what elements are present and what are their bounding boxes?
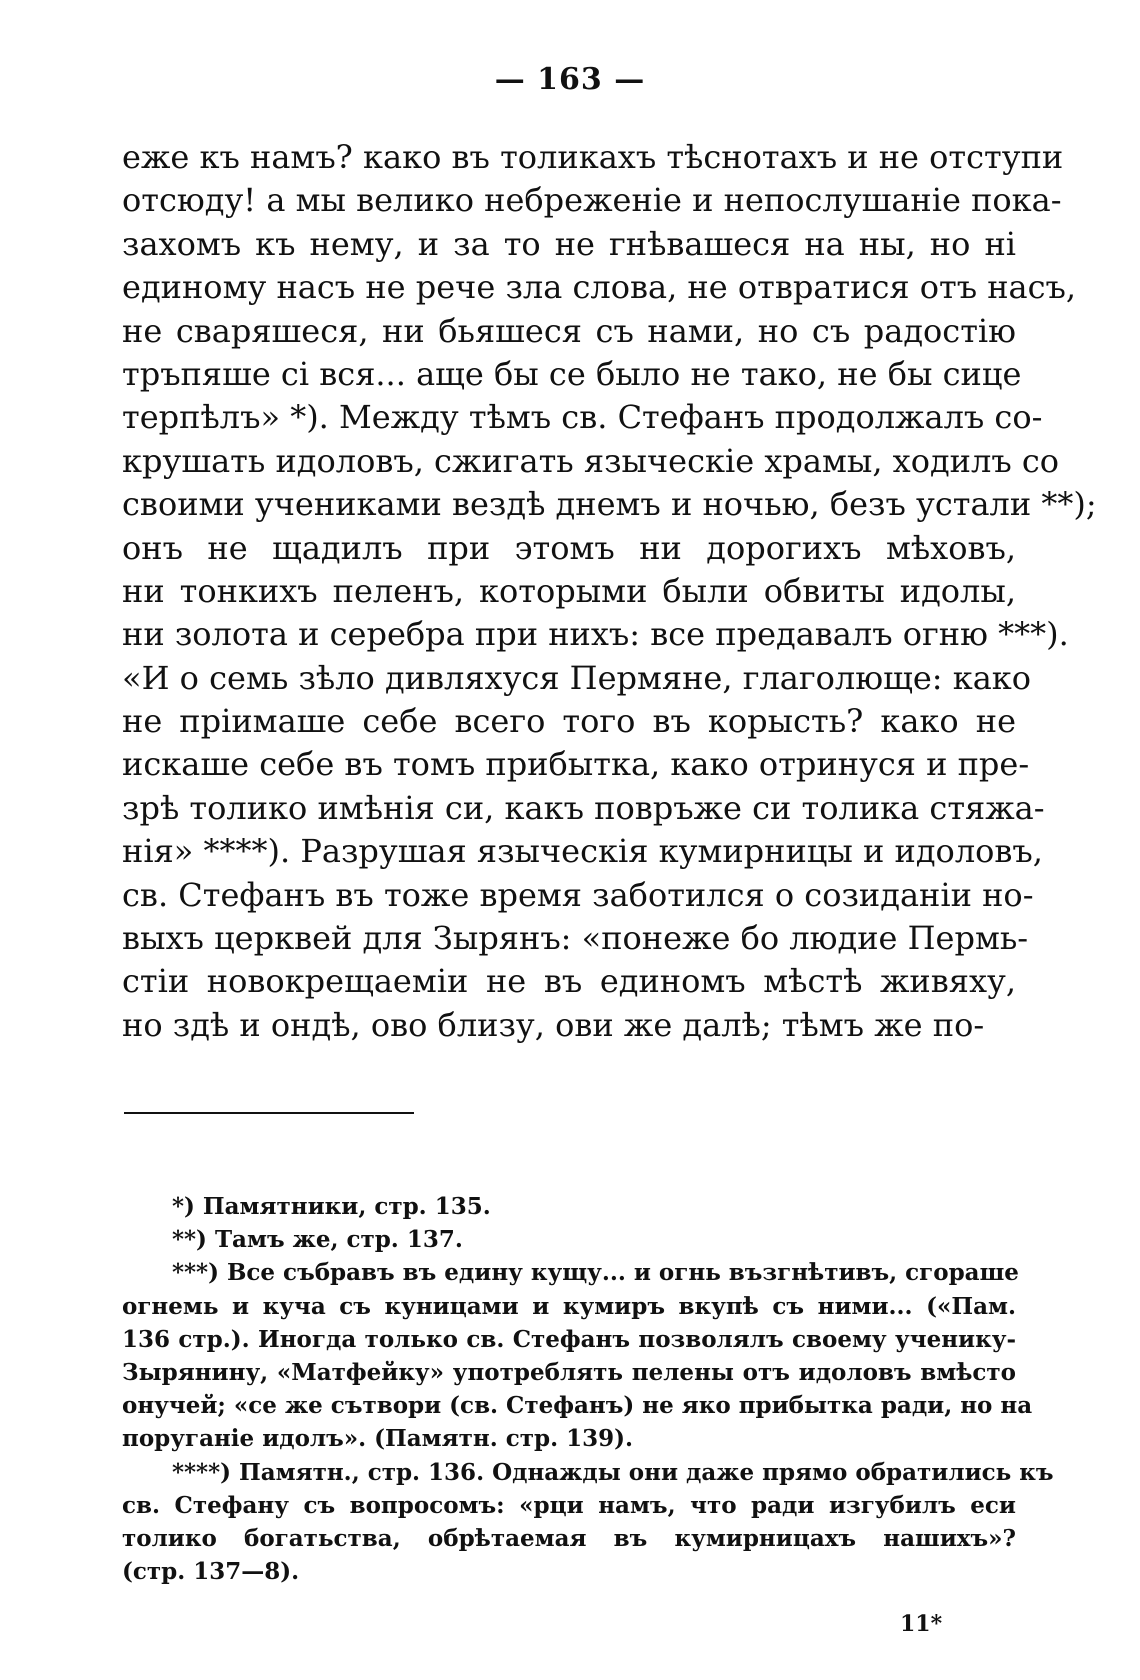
footnote-3-line: ***) Все събравъ въ едину кущу... и огнь възгнѣтивъ, сгораше [172,1259,1019,1287]
text-line: крушать идоловъ, сжигать языческіе храмы, ходилъ со [122,441,1060,480]
text-line: искаше себе въ томъ прибытка, како отринуся и пре- [122,745,1030,784]
text-line: онъ не щадилъ при этомъ ни дорогихъ мѣховъ, [122,528,1016,567]
footnote-4-line: св. Стефану съ вопросомъ: «рци намъ, что ради изгубилъ еси [122,1491,1016,1519]
signature-mark: 11* [900,1611,943,1637]
text-line: не пріимаше себе всего того въ корысть? како не [122,702,1016,741]
footnotes [122,1190,1054,1588]
text-line: но здѣ и ондѣ, ово близу, ови же далѣ; тѣмъ же по- [122,1005,985,1044]
main-text [122,136,1097,1047]
text-line: единому насъ не рече зла слова, не отвратися отъ насъ, [122,268,1077,307]
text-line: захомъ къ нему, и за то не гнѣвашеся на ны, но ні [122,224,1016,263]
text-line: не сваряшеся, ни бьяшеся съ нами, но съ радостію [122,311,1016,350]
footnote-3-line: онучей; «се же сътвори (св. Стефанъ) не яко прибытка ради, но на [122,1392,1033,1420]
text-line: отсюду! а мы велико небреженіе и непослушаніе пока- [122,181,1062,220]
page-number: — 163 — [494,62,646,97]
footnote-2: **) Тамъ же, стр. 137. [172,1226,463,1254]
footnote-4-line: ****) Памятн., стр. 136. Однажды они даже прямо обратились къ [172,1458,1054,1486]
text-line: «И о семь зѣло дивляхуся Пермяне, глаголюще: како [122,658,1032,697]
text-line: зрѣ толико имѣнія си, какъ повръже си толика стяжа- [122,788,1045,827]
text-line: св. Стефанъ въ тоже время заботился о созиданіи но- [122,875,1034,914]
footnote-3-line: Зырянину, «Матфейку» употреблять пелены отъ идоловъ вмѣсто [122,1358,1016,1386]
footnote-3-line: 136 стр.). Иногда только св. Стефанъ позволялъ своему ученику- [122,1325,1016,1353]
text-line: ни тонкихъ пеленъ, которыми были обвиты идолы, [122,571,1016,610]
text-line: своими учениками вездѣ днемъ и ночью, безъ устали **); [122,485,1097,524]
footnote-3-line: поруганіе идолъ». (Памятн. стр. 139). [122,1425,633,1453]
footnote-1: *) Памятники, стр. 135. [172,1193,491,1220]
text-line: терпѣлъ» *). Между тѣмъ св. Стефанъ продолжалъ со- [122,398,1043,437]
text-line: тръпяше сі вся... аще бы се было не тако, не бы сице [122,354,1022,393]
text-line: ни золота и серебра при нихъ: все предавалъ огню ***). [122,615,1069,654]
text-line: выхъ церквей для Зырянъ: «понеже бо людие Пермь- [122,919,1029,958]
footnote-4-line: (стр. 137—8). [122,1558,300,1586]
footnote-4-line: толико богатьства, обрѣтаемая въ кумирницахъ нашихъ»? [122,1524,1016,1552]
text-line: нія» ****). Разрушая языческія кумирницы и идоловъ, [122,832,1043,871]
text-line: еже къ намъ? како въ толикахъ тѣснотахъ и не отступи [122,138,1064,176]
footnote-separator [124,1112,414,1114]
footnote-3-line: огнемь и куча съ куницами и кумиръ вкупѣ съ ними... («Пам. [122,1292,1016,1320]
text-line: стіи новокрещаеміи не въ единомъ мѣстѣ живяху, [122,962,1016,1001]
